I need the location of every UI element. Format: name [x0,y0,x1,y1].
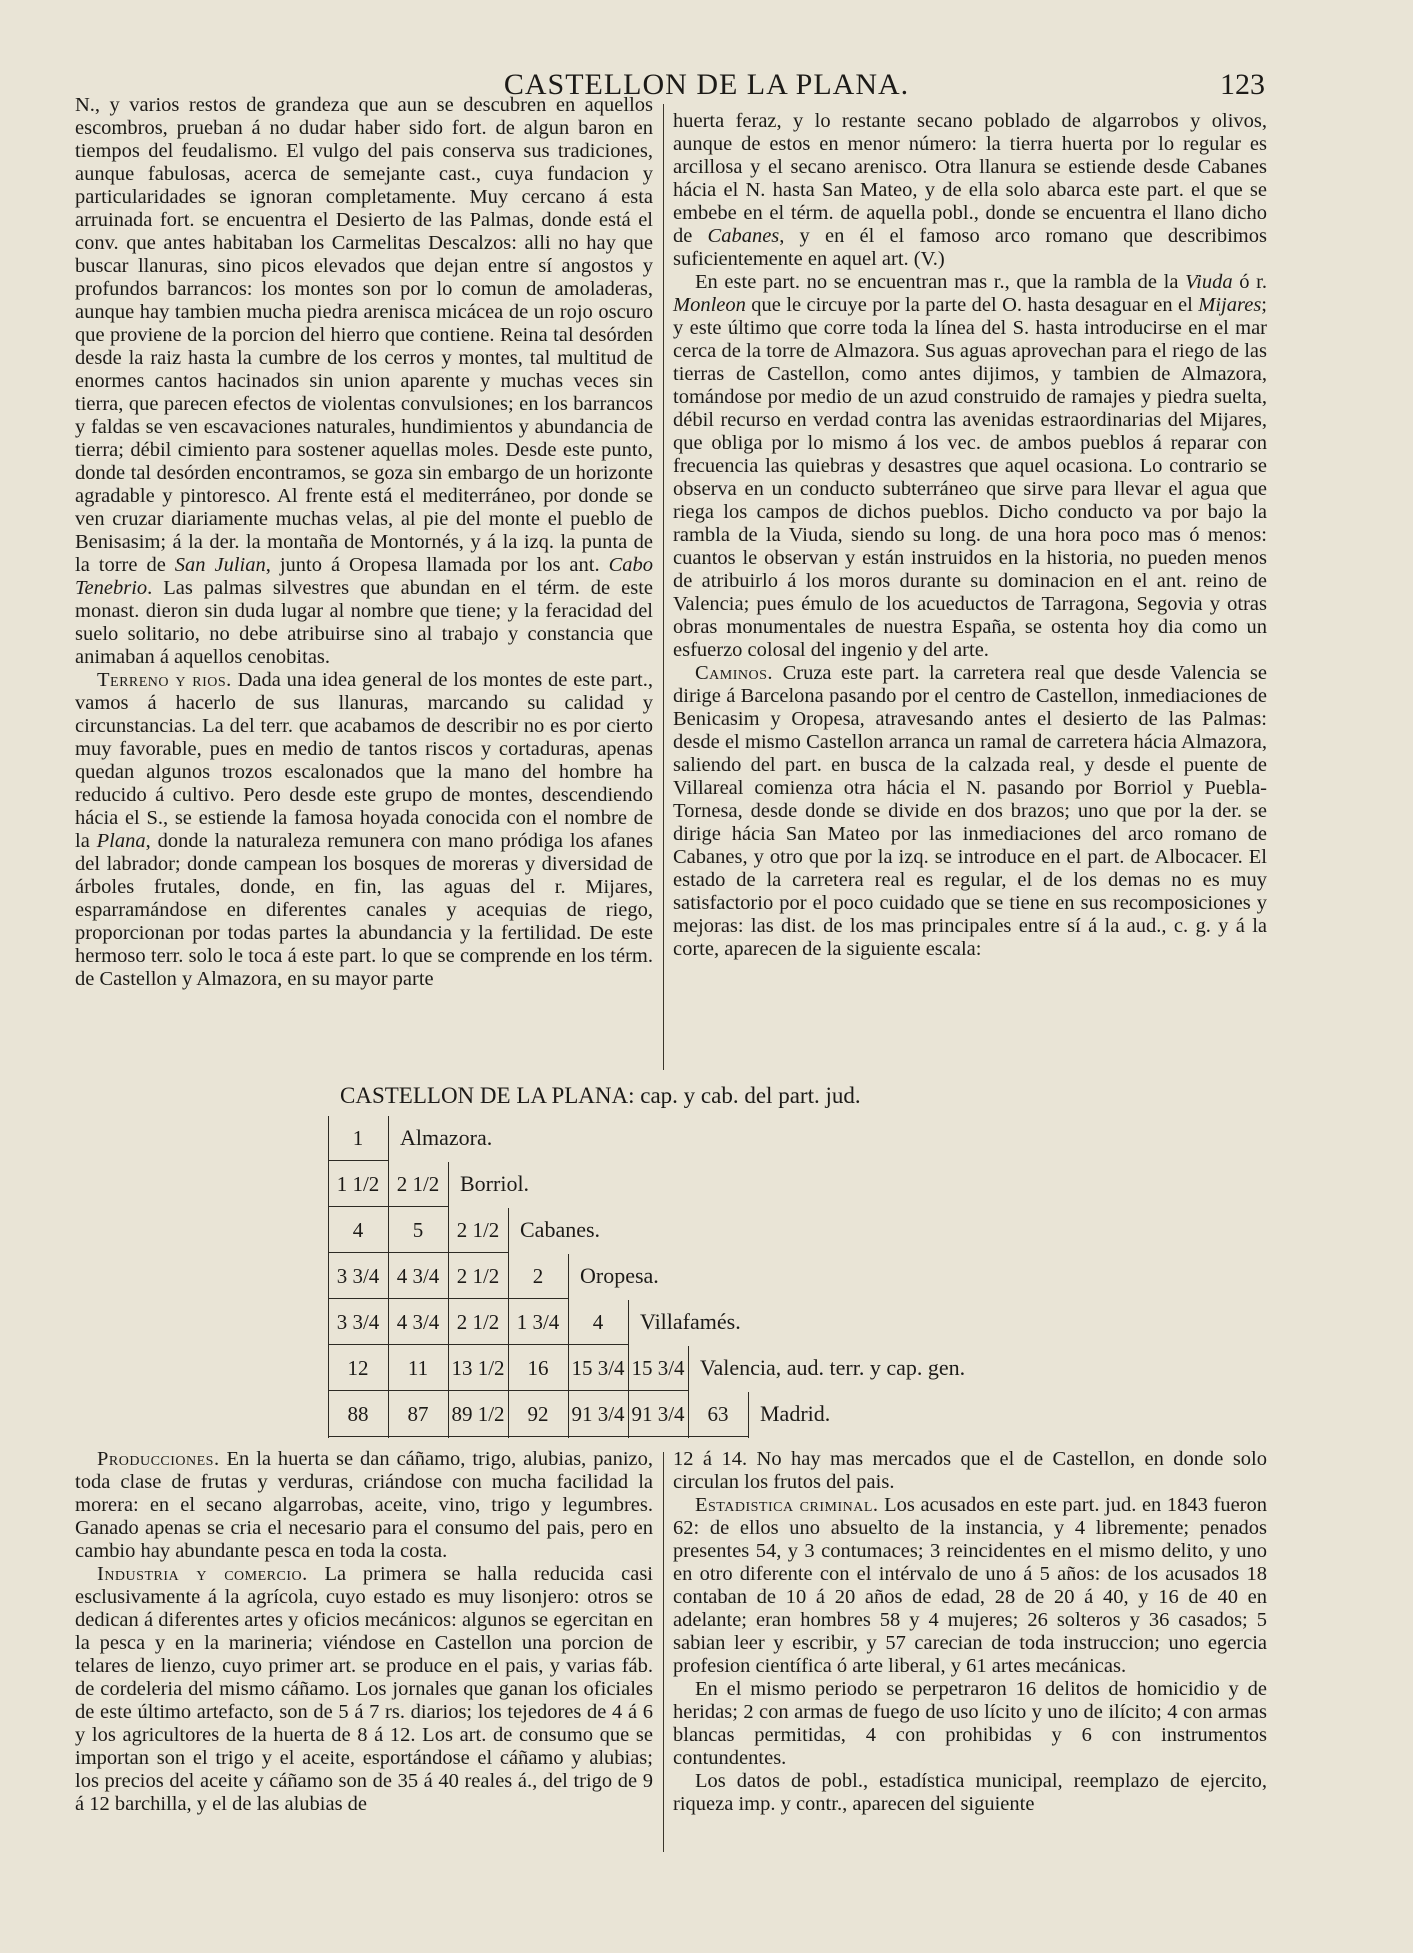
distance-value: 92 [527,1402,549,1426]
distance-value: 89 1/2 [451,1402,505,1426]
paragraph-industria: Industria y comercio. La primera se halla reducida casi esclusivamente á la agrícola, cuyo estado es muy lisonjero: otros se dedican á diferentes artes y oficios mecánicos: algunos se egercitan en la pesca y en la marineria; viéndose en Castellon una porcion de telares de lienzo, cuyo primer art. se produce en el pais, y varias fáb. de cordeleria del mismo cáñamo. Los jornales que ganan los oficiales de este último artefacto, son de 5 á 7 rs. diarios; los tejedores de 4 á 6 y los agricultores de la huerta de 8 á 12. Los art. de consumo que se importan son el trigo y el aceite, esportándose el cáñamo y alubias; los precios del aceite y cáñamo son de 35 á 40 reales á., del trigo de 9 á 12 barchilla, y el de las alubias de [75,1563,653,1815]
distance-value: 3 3/4 [336,1264,380,1288]
left-column-top [75,94,653,1074]
distance-value: 15 3/4 [571,1356,625,1380]
table-rule [328,1436,748,1437]
paragraph-huerta: huerta feraz, y lo restante secano poblado de algarrobos y olivos, aunque de estos en menor número: la tierra huerta por lo regular es arcillosa y el secano arenisco. Otra llanura se estiende desde Cabanes hácia el N. hasta San Mateo, y de ella solo abarca este part. el que se embebe en el térm. de aquella pobl., donde se encuentra el llano dicho de Cabanes, y en él el famoso arco romano que describimos suficientemente en aquel art. (V.) [673,110,1267,270]
distance-value: 2 [532,1264,544,1288]
section-heading: Industria y comercio. [97,1563,308,1585]
distance-value: 91 3/4 [571,1402,625,1426]
section-heading: Estadistica criminal. [695,1494,879,1516]
page-number: 123 [1220,68,1265,101]
paragraph-mercados: 12 á 14. No hay mas mercados que el de Castellon, en donde solo circulan los frutos del pais. [673,1448,1267,1493]
distance-value: 11 [407,1356,429,1380]
distance-value: 4 [592,1310,604,1334]
place-name: Madrid. [760,1401,831,1426]
distance-value: 13 1/2 [451,1356,505,1380]
distance-value: 63 [707,1402,729,1426]
distance-value: 2 1/2 [456,1218,500,1242]
distance-value: 87 [407,1402,429,1426]
place-name: Cabanes. [520,1217,601,1242]
distance-row [320,1346,1080,1390]
distance-value: 91 3/4 [631,1402,685,1426]
right-column-bottom [673,1448,1267,1858]
distance-row [320,1300,1080,1344]
distance-value: 2 1/2 [396,1172,440,1196]
distance-value: 3 3/4 [336,1310,380,1334]
section-heading: Caminos. [695,662,774,684]
table-rule [388,1116,389,1438]
distance-row [320,1208,1080,1252]
table-rule [328,1160,388,1161]
distance-row [320,1116,1080,1160]
distance-row [320,1254,1080,1298]
distance-value: 1 1/2 [336,1172,380,1196]
table-rule [568,1254,569,1438]
distance-value: 5 [412,1218,424,1242]
distance-value: 16 [527,1356,549,1380]
distance-value: 1 3/4 [516,1310,560,1334]
distance-table-caption: CASTELLON DE LA PLANA: cap. y cab. del part. jud. [340,1083,861,1108]
table-rule [628,1300,629,1438]
column-divider-top [663,104,664,1070]
column-divider-bottom [663,1452,664,1852]
section-heading: Producciones. [97,1448,220,1470]
paragraph-datos: Los datos de pobl., estadística municipal, reemplazo de ejercito, riqueza imp. y contr., aparecen del siguiente [673,1770,1267,1815]
place-name: Villafamés. [640,1309,741,1334]
distance-value: 88 [347,1402,369,1426]
distance-value: 4 [352,1218,364,1242]
place-name: Valencia, aud. terr. y cap. gen. [700,1355,966,1380]
place-name: Borriol. [460,1171,530,1196]
paragraph-producciones: Producciones. En la huerta se dan cáñamo, trigo, alubias, panizo, toda clase de frutas y verduras, criándose con mucha facilidad la morera: en el secano algarrobas, aceite, vino, trigo y legumbres. Ganado apenas se cria el necesario para el consumo del pais, pero en cambio hay abundante pesca en toda la costa. [75,1448,653,1562]
table-rule [448,1162,449,1438]
distance-value: 4 3/4 [396,1264,440,1288]
table-rule [328,1116,329,1438]
paragraph-desierto: N., y varios restos de grandeza que aun se descubren en aquellos escombros, prueban á no dudar haber sido fort. de algun baron en tiempos del feudalismo. El vulgo del pais conserva sus tradiciones, aunque fabulosas, acerca de semejante cast., cuya fundacion y particularidades se ignoran completamente. Muy cercano á esta arruinada fort. se encuentra el Desierto de las Palmas, donde está el conv. que antes habitaban los Carmelitas Descalzos: alli no hay que buscar llanuras, sino picos elevados que dejan entre sí angostos y profundos barrancos: los montes son por lo comun de amoladeras, aunque hay tambien mucha piedra arenisca micácea de un rojo oscuro que proviene de la porcion del hierro que contiene. Reina tal desórden desde la raiz hasta la cumbre de los cerros y montes, tal multitud de enormes cantos hacinados sin union aparente y muchas veces sin tierra, que parecen efectos de violentas convulsiones; en los barrancos y faldas se ven escavaciones naturales, hundimientos y abundancia de tierra; débil cimiento para sostener aquellas moles. Desde este punto, donde tal desórden encontramos, se goza sin embargo de un horizonte agradable y pintoresco. Al frente está el mediterráneo, por donde se ven cruzar diariamente muchas velas, al pie del monte el pueblo de Benisasim; á la der. la montaña de Montornés, y á la izq. la punta de la torre de San Julian, junto á Oropesa llamada por los ant. Cabo Tenebrio. Las palmas silvestres que abundan en el térm. de este monast. dieron sin duda lugar al nombre que tiene; y la feracidad del suelo solitario, no debe atribuirse sino al trabajo y constancia que animaban á aquellos cenobitas. [75,94,653,668]
section-heading: Terreno y rios. [97,669,232,691]
paragraph-terreno: Terreno y rios. Dada una idea general de los montes de este part., vamos á hacerlo de sus llanuras, marcando su calidad y circunstancias. La del terr. que acabamos de describir no es por cierto muy favorable, pues en medio de tantos riscos y cortaduras, apenas quedan algunos trozos escalonados que la mano del hombre ha reducido á cultivo. Pero desde este grupo de montes, descendiendo hácia el S., se estiende la famosa hoyada conocida con el nombre de la Plana, donde la naturaleza remunera con mano pródiga los afanes del labrador; donde campean los bosques de moreras y diversidad de árboles frutales, donde, en fin, las aguas del r. Mijares, esparramándose en diferentes canales y acequias de riego, proporcionan por todas partes la abundancia y la fertilidad. De este hermoso terr. solo le toca á este part. lo que se comprende en los térm. de Castellon y Almazora, en su mayor parte [75,669,653,990]
distance-table [320,1116,1080,1436]
table-rule [328,1252,508,1253]
distance-value: 15 3/4 [631,1356,685,1380]
paragraph-estadistica: Estadistica criminal. Los acusados en este part. jud. en 1843 fueron 62: de ellos uno absuelto de la instancia, y 4 libremente; penados presentes 54, y 3 contumaces; 3 reincidentes en el mismo delito, y uno en otro diferente con el intérvalo de uno á 5 años: de los acusados 18 contaban de 10 á 20 años de edad, 28 de 20 á 40, y 16 de 40 en adelante; eran hombres 58 y 4 mujeres; 26 solteros y 36 casados; 5 sabian leer y escribir, y 57 carecian de toda instruccion; uno egercia profesion científica ó arte liberal, y 61 artes mecánicas. [673,1494,1267,1677]
paragraph-caminos: Caminos. Cruza este part. la carretera real que desde Valencia se dirige á Barcelona pasando por el centro de Castellon, inmediaciones de Benicasim y Oropesa, atravesando antes el desierto de las Palmas: desde el mismo Castellon arranca un ramal de carretera hácia Almazora, saliendo del part. en busca de la calzada real, y desde el puente de Villareal comienza otra hácia el N. pasando por Borriol y Puebla-Tornesa, desde donde se divide en dos brazos; uno que por la der. se dirige hácia San Mateo por las inmediaciones del arco romano de Cabanes, y otro que por la izq. se introduce en el part. de Albocacer. El estado de la carretera real es regular, el de los demas no es muy satisfactorio por el poco cuidado que se tiene en sus recomposiciones y mejoras: las dist. de los mas principales entre sí á la aud., c. g. y á la corte, aparecen de la siguiente escala: [673,662,1267,960]
distance-value: 2 1/2 [456,1264,500,1288]
distance-value: 12 [347,1356,369,1380]
table-rule [328,1344,628,1345]
paragraph-delitos: En el mismo periodo se perpetraron 16 delitos de homicidio y de heridas; 2 con armas de fuego de uso lícito y uno de ilícito; 4 con armas blancas permitidas, 4 con prohibidas y 6 con instrumentos contundentes. [673,1678,1267,1769]
table-rule [508,1208,509,1438]
place-name: Almazora. [400,1125,493,1150]
page-title: CASTELLON DE LA PLANA. [503,68,910,101]
table-rule [748,1392,749,1438]
distance-row [320,1162,1080,1206]
distance-value: 2 1/2 [456,1310,500,1334]
left-column-bottom [75,1448,653,1858]
paragraph-rios: En este part. no se encuentran mas r., que la rambla de la Viuda ó r. Monleon que le circuye por la parte del O. hasta desaguar en el Mijares; y este último que corre toda la línea del S. hasta introducirse en el mar cerca de la torre de Almazora. Sus aguas aprovechan para el riego de las tierras de Castellon, como antes dijimos, y tambien de Almazora, tomándose por medio de un azud construido de ramajes y piedra suelta, débil recurso en verdad contra las avenidas estraordinarias del Mijares, que obliga por lo mismo á los vec. de ambos pueblos á reparar con frecuencia las quiebras y desastres que aquel ocasiona. Lo contrario se observa en un conducto subterráneo que sirve para llevar el agua que riega los campos de dichos pueblos. Dicho conducto va por bajo la rambla de la Viuda, siendo su long. de una hora poco mas ó menos: cuantos le observan y están instruidos en la historia, no pueden menos de atribuirlo á los moros durante su dominacion en el ant. reino de Valencia; pues émulo de los acueductos de Tarragona, Segovia y otras obras monumentales de nuestra España, se ostenta hoy dia como un esfuerzo colosal del ingenio y del arte. [673,271,1267,661]
distance-row [320,1392,1080,1436]
table-rule [688,1346,689,1438]
place-name: Oropesa. [580,1263,659,1288]
distance-value: 4 3/4 [396,1310,440,1334]
right-column-top [673,110,1267,1070]
distance-value: 1 [352,1126,364,1150]
